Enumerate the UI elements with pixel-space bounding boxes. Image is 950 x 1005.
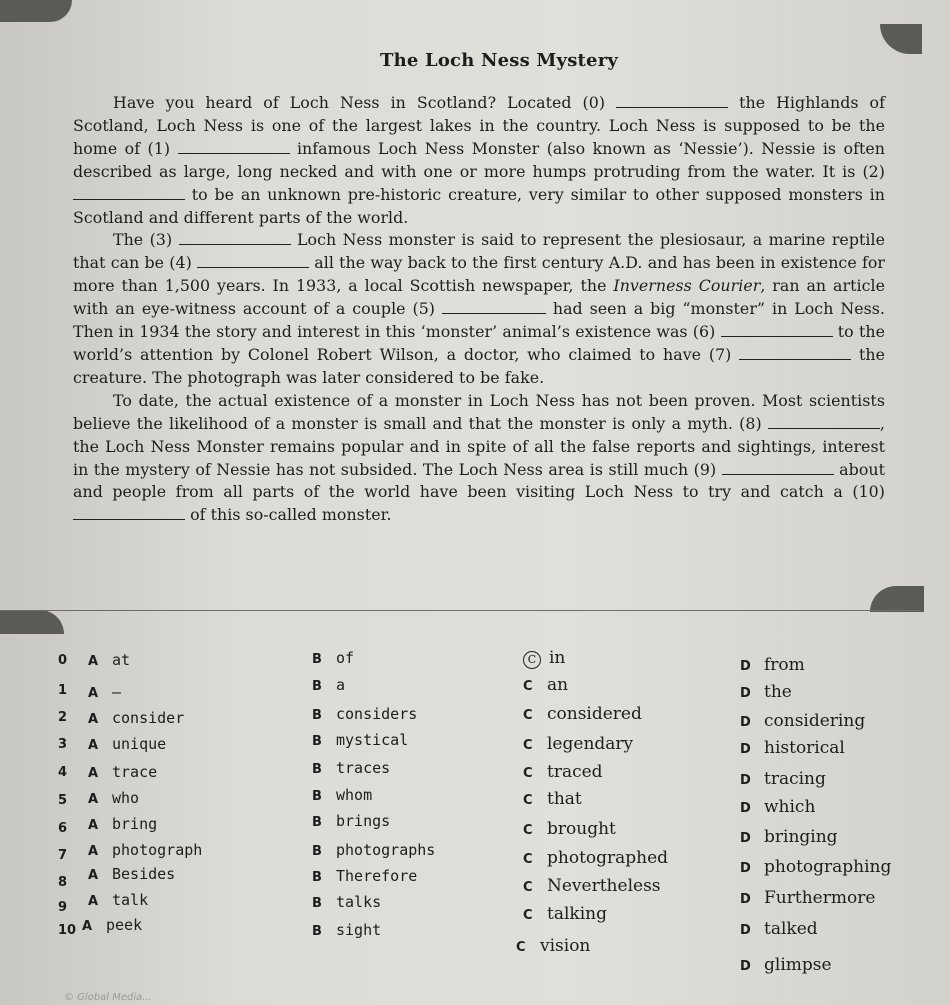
option-b[interactable]: B mystical xyxy=(312,731,409,749)
option-a[interactable]: A – xyxy=(88,683,122,701)
option-c[interactable]: C talking xyxy=(523,904,607,924)
passage-title: The Loch Ness Mystery xyxy=(380,50,619,71)
option-a[interactable]: A consider xyxy=(88,709,185,727)
question-row: 7 A photograph B photographs C photographed D photographing xyxy=(58,841,892,877)
option-d[interactable]: D photographing xyxy=(740,857,892,877)
option-d[interactable]: D from xyxy=(740,655,805,675)
paragraph-2: The (3) Loch Ness monster is said to represent the plesiosaur, a marine reptile that can be (4) all the way back to the first century A.D. and has been in existence for more than 1,500 years. In 1933, a local Scottish newspaper, the Inverness Courier, ran an article with an eye-witness account of a couple (5) had seen a big “monster” in Loch Ness. Then in 1934 the story and interest in this ‘monster’ animal’s existence was (6) to the world’s attention by Colonel Robert Wilson, a doctor, who claimed to have (7) the creature. The photograph was later considered to be fake. xyxy=(73,230,886,387)
option-b[interactable]: B of xyxy=(312,649,355,667)
option-a[interactable]: A at xyxy=(88,651,131,669)
option-d[interactable]: D the xyxy=(740,682,792,702)
option-b[interactable]: B sight xyxy=(312,921,382,939)
option-d[interactable]: D historical xyxy=(740,738,845,758)
option-d[interactable]: D glimpse xyxy=(740,955,832,975)
question-row: 10 A peek B sight C vision D glimpse xyxy=(58,916,832,975)
option-a[interactable]: A trace xyxy=(88,763,158,781)
option-d[interactable]: D bringing xyxy=(740,827,838,847)
option-c[interactable]: C Nevertheless xyxy=(523,876,661,896)
question-row: 4 A trace B traces C traced D tracing xyxy=(58,759,826,789)
copyright-footer: © Global Media... xyxy=(64,992,152,1003)
option-c[interactable]: C brought xyxy=(523,819,616,839)
option-b[interactable]: B talks xyxy=(312,893,382,911)
question-row: 9 A talk B talks C talking D talked xyxy=(58,891,818,939)
question-row: 1 A – B a C an D the xyxy=(58,675,792,702)
option-b[interactable]: B photographs xyxy=(312,841,436,859)
question-row: 2 A consider B considers C considered D considering xyxy=(58,704,866,731)
option-d[interactable]: D which xyxy=(740,797,816,817)
question-row: 0 A at B of C in D from xyxy=(58,648,805,675)
option-b[interactable]: B brings xyxy=(312,812,391,830)
option-a[interactable]: A unique xyxy=(88,735,167,753)
option-c[interactable]: C an xyxy=(523,675,569,695)
option-c[interactable]: C considered xyxy=(523,704,642,724)
option-b[interactable]: B Therefore xyxy=(312,867,418,885)
option-a[interactable]: A talk xyxy=(88,891,149,909)
question-row: 5 A who B whom C that D which xyxy=(58,786,816,817)
newspaper-name: Inverness Courier xyxy=(613,276,761,296)
question-row: 8 A Besides B Therefore C Nevertheless D Furthermore xyxy=(58,865,876,908)
option-c[interactable]: C in xyxy=(523,648,565,669)
option-c[interactable]: C vision xyxy=(516,936,591,956)
option-c[interactable]: C legendary xyxy=(523,734,634,754)
paragraph-1: Have you heard of Loch Ness in Scotland? Located (0) the Highlands of Scotland, Loch Ness is one of the largest lakes in the country. Loch Ness is supposed to be the home of (1) infamous Loch Ness Monster (also known as ‘Nessie’). Nessie is often described as large, long necked and with one or more humps protruding from the water. It is (2) to be an unknown pre-historic creature, very similar to other supposed monsters in Scotland and different parts of the world. xyxy=(73,93,885,227)
option-c[interactable]: C that xyxy=(523,789,582,809)
option-d[interactable]: D talked xyxy=(740,919,818,939)
option-a[interactable]: A photograph xyxy=(88,841,203,859)
option-d[interactable]: D Furthermore xyxy=(740,888,876,908)
option-b[interactable]: B a xyxy=(312,676,346,694)
paragraph-3: To date, the actual existence of a monster in Loch Ness has not been proven. Most scientists believe the likelihood of a monster is small and that the monster is only a myth. (8) , the Loch Ness Monster remains popular and in spite of all the false reports and sightings, interest in the mystery of Nessie has not subsided. The Loch Ness area is still much (9) about and people from all parts of the world have been visiting Loch Ness to try and catch a (10) of this so-called monster. xyxy=(73,390,885,525)
circled-answer-mark: C xyxy=(523,651,541,669)
option-c[interactable]: C photographed xyxy=(523,848,669,868)
option-d[interactable]: D tracing xyxy=(740,769,826,789)
option-b[interactable]: B considers xyxy=(312,705,418,723)
option-a[interactable]: A bring xyxy=(88,815,158,833)
option-b[interactable]: B traces xyxy=(312,759,391,777)
option-c[interactable]: C traced xyxy=(523,762,603,782)
question-row: 3 A unique B mystical C legendary D historical xyxy=(58,731,845,758)
option-b[interactable]: B whom xyxy=(312,786,373,804)
option-d[interactable]: D considering xyxy=(740,711,866,731)
question-row: 6 A bring B brings C brought D bringing xyxy=(58,812,838,847)
option-a[interactable]: A who xyxy=(88,789,140,807)
option-a[interactable]: A peek xyxy=(82,916,143,934)
option-a[interactable]: A Besides xyxy=(88,865,176,883)
